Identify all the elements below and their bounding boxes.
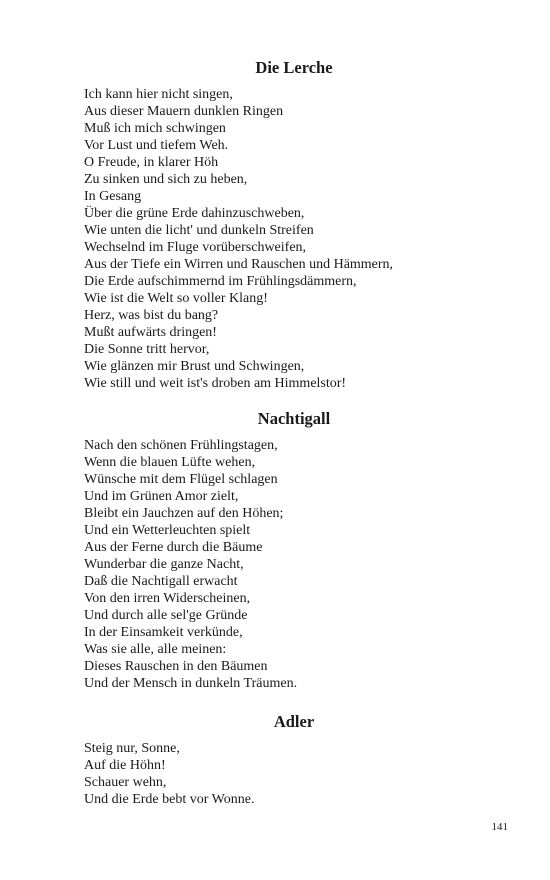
poem-line: Dieses Rauschen in den Bäumen: [84, 659, 268, 674]
poem-title: Nachtigall: [257, 409, 331, 428]
poem-line: Nach den schönen Frühlingstagen,: [84, 438, 278, 453]
poem-line: Die Erde aufschimmernd im Frühlingsdämmern,: [84, 274, 357, 289]
poem-die-lerche: [84, 58, 484, 392]
poem-line: Zu sinken und sich zu heben,: [84, 172, 248, 187]
poem-lines: [84, 740, 484, 808]
poem-line: Aus der Tiefe ein Wirren und Rauschen und Hämmern,: [84, 257, 394, 272]
poem-line: Muß ich mich schwingen: [84, 121, 226, 136]
poem-line: Wie unten die licht' und dunkeln Streifen: [84, 223, 314, 238]
poem-line: Bleibt ein Jauchzen auf den Höhen;: [84, 506, 284, 521]
poem-line: Schauer wehn,: [84, 775, 167, 790]
poem-line: Herz, was bist du bang?: [84, 308, 219, 323]
poem-adler: [84, 712, 484, 808]
poem-line: Aus dieser Mauern dunklen Ringen: [84, 104, 284, 119]
poem-nachtigall: [84, 409, 484, 692]
poem-line: In der Einsamkeit verkünde,: [84, 625, 243, 640]
poem-line: Wünsche mit dem Flügel schlagen: [84, 472, 278, 487]
poem-line: Mußt aufwärts dringen!: [84, 325, 217, 340]
poem-line: In Gesang: [84, 189, 142, 204]
poem-line: Von den irren Widerscheinen,: [84, 591, 251, 606]
poem-line: Wenn die blauen Lüfte wehen,: [84, 455, 256, 470]
poem-line: Auf die Höhn!: [84, 758, 166, 773]
poem-line: Und der Mensch in dunkeln Träumen.: [84, 676, 298, 691]
poem-line: Wie still und weit ist's droben am Himmelstor!: [84, 376, 347, 391]
poem-lines: [84, 437, 484, 692]
poem-line: Und durch alle sel'ge Gründe: [84, 608, 248, 623]
poem-title: Die Lerche: [255, 58, 333, 77]
page-number: 141: [491, 821, 508, 833]
poem-line: Wunderbar die ganze Nacht,: [84, 557, 244, 572]
poem-line: Was sie alle, alle meinen:: [84, 642, 227, 657]
poem-line: Über die grüne Erde dahinzuschweben,: [84, 206, 305, 221]
poem-line: Wechselnd im Fluge vorüberschweifen,: [84, 240, 307, 255]
poem-line: Aus der Ferne durch die Bäume: [84, 540, 263, 555]
poem-line: Vor Lust und tiefem Weh.: [84, 138, 229, 153]
poem-lines: [84, 86, 484, 392]
poem-line: Und die Erde bebt vor Wonne.: [84, 792, 255, 807]
poem-line: Und ein Wetterleuchten spielt: [84, 523, 251, 538]
poem-line: O Freude, in klarer Höh: [84, 155, 219, 170]
poem-line: Daß die Nachtigall erwacht: [84, 574, 238, 589]
poem-line: Steig nur, Sonne,: [84, 741, 180, 756]
poem-title: Adler: [273, 712, 315, 731]
poem-line: Die Sonne tritt hervor,: [84, 342, 210, 357]
poem-line: Ich kann hier nicht singen,: [84, 87, 233, 102]
poem-line: Und im Grünen Amor zielt,: [84, 489, 239, 504]
poem-line: Wie ist die Welt so voller Klang!: [84, 291, 268, 306]
poem-line: Wie glänzen mir Brust und Schwingen,: [84, 359, 305, 374]
